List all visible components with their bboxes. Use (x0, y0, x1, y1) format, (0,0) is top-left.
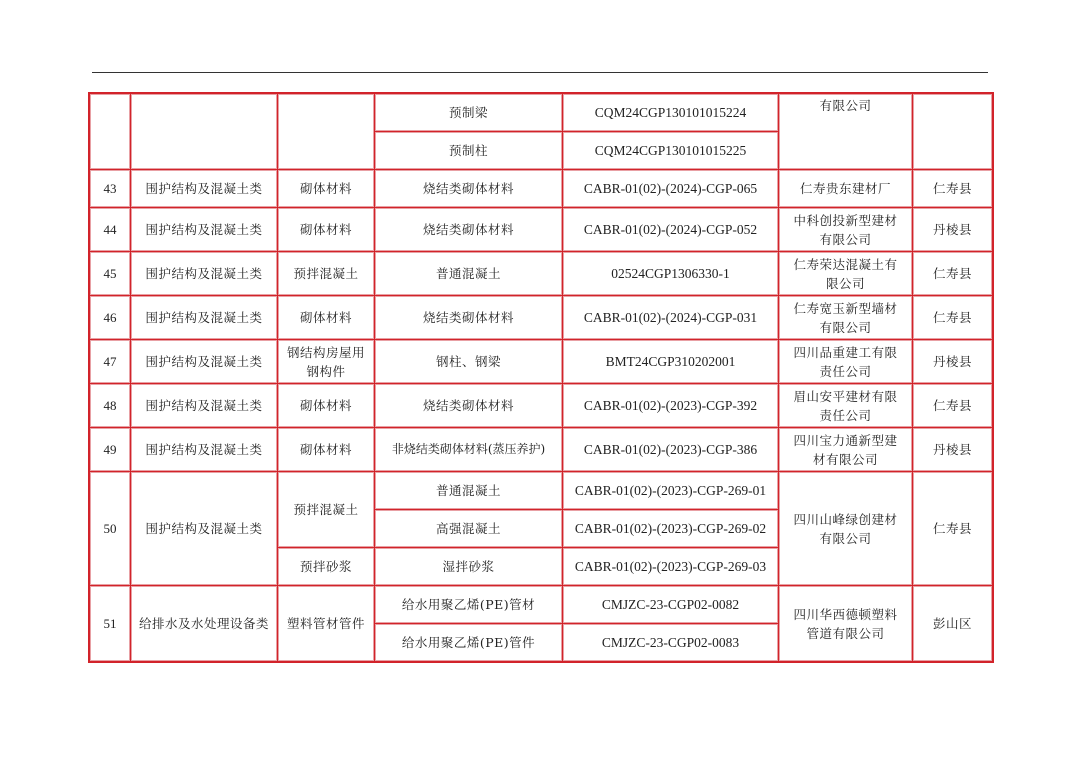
product-cell: 预制梁 (375, 94, 563, 132)
product-cell: 烧结类砌体材料 (375, 296, 563, 340)
row-number (90, 94, 131, 170)
category-cell: 围护结构及混凝土类 (131, 170, 278, 208)
table-row (90, 586, 993, 624)
certificate-code: CABR-01(02)-(2023)-CGP-269-02 (563, 510, 779, 548)
district-cell: 仁寿县 (913, 296, 993, 340)
product-cell: 烧结类砌体材料 (375, 170, 563, 208)
subcategory-cell: 砌体材料 (278, 428, 375, 472)
page-header-rule (92, 72, 988, 73)
category-cell: 围护结构及混凝土类 (131, 208, 278, 252)
category-cell: 围护结构及混凝土类 (131, 296, 278, 340)
product-cell: 普通混凝土 (375, 472, 563, 510)
certificate-code: CMJZC-23-CGP02-0083 (563, 624, 779, 662)
company-cell: 有限公司 (779, 94, 913, 170)
district-cell: 丹棱县 (913, 208, 993, 252)
certification-table (89, 93, 993, 662)
company-cell: 四川品重建工有限责任公司 (779, 340, 913, 384)
subcategory-cell: 砌体材料 (278, 384, 375, 428)
company-cell: 仁寿荣达混凝土有限公司 (779, 252, 913, 296)
table-row (90, 170, 993, 208)
row-number: 50 (90, 472, 131, 586)
product-cell: 给水用聚乙烯(PE)管材 (375, 586, 563, 624)
row-number: 48 (90, 384, 131, 428)
subcategory-cell: 砌体材料 (278, 208, 375, 252)
district-cell: 丹棱县 (913, 428, 993, 472)
table-row (90, 208, 993, 252)
category-cell: 围护结构及混凝土类 (131, 428, 278, 472)
subcategory-cell: 塑料管材管件 (278, 586, 375, 662)
subcategory-cell (278, 94, 375, 170)
row-number: 46 (90, 296, 131, 340)
certificate-code: CABR-01(02)-(2023)-CGP-386 (563, 428, 779, 472)
table-row (90, 94, 993, 132)
row-number: 51 (90, 586, 131, 662)
table-row (90, 428, 993, 472)
table-row (90, 472, 993, 510)
subcategory-cell: 钢结构房屋用钢构件 (278, 340, 375, 384)
product-cell: 烧结类砌体材料 (375, 384, 563, 428)
company-cell: 四川宝力通新型建材有限公司 (779, 428, 913, 472)
category-cell: 给排水及水处理设备类 (131, 586, 278, 662)
row-number: 47 (90, 340, 131, 384)
subcategory-cell: 预拌混凝土 (278, 472, 375, 548)
row-number: 45 (90, 252, 131, 296)
certificate-code: CABR-01(02)-(2024)-CGP-052 (563, 208, 779, 252)
certificate-code: CABR-01(02)-(2024)-CGP-065 (563, 170, 779, 208)
product-cell: 烧结类砌体材料 (375, 208, 563, 252)
company-cell: 眉山安平建材有限责任公司 (779, 384, 913, 428)
subcategory-cell: 预拌砂浆 (278, 548, 375, 586)
product-cell: 给水用聚乙烯(PE)管件 (375, 624, 563, 662)
table-row (90, 252, 993, 296)
district-cell (913, 94, 993, 170)
category-cell: 围护结构及混凝土类 (131, 472, 278, 586)
product-cell: 普通混凝土 (375, 252, 563, 296)
row-number: 49 (90, 428, 131, 472)
district-cell: 仁寿县 (913, 252, 993, 296)
table-row (90, 384, 993, 428)
certificate-code: CABR-01(02)-(2023)-CGP-269-01 (563, 472, 779, 510)
category-cell: 围护结构及混凝土类 (131, 384, 278, 428)
district-cell: 丹棱县 (913, 340, 993, 384)
certificate-code: CQM24CGP130101015224 (563, 94, 779, 132)
district-cell: 仁寿县 (913, 170, 993, 208)
category-cell (131, 94, 278, 170)
subcategory-cell: 砌体材料 (278, 296, 375, 340)
product-cell: 非烧结类砌体材料(蒸压养护) (375, 428, 563, 472)
district-cell: 仁寿县 (913, 472, 993, 586)
company-cell: 四川山峰绿创建材有限公司 (779, 472, 913, 586)
certificate-code: CABR-01(02)-(2023)-CGP-392 (563, 384, 779, 428)
certificate-code: CABR-01(02)-(2023)-CGP-269-03 (563, 548, 779, 586)
certificate-code: CMJZC-23-CGP02-0082 (563, 586, 779, 624)
category-cell: 围护结构及混凝土类 (131, 340, 278, 384)
product-cell: 钢柱、钢梁 (375, 340, 563, 384)
company-cell: 仁寿贵东建材厂 (779, 170, 913, 208)
district-cell: 彭山区 (913, 586, 993, 662)
company-cell: 四川华西德顿塑料管道有限公司 (779, 586, 913, 662)
subcategory-cell: 砌体材料 (278, 170, 375, 208)
company-cell: 中科创投新型建材有限公司 (779, 208, 913, 252)
subcategory-cell: 预拌混凝土 (278, 252, 375, 296)
row-number: 43 (90, 170, 131, 208)
product-cell: 湿拌砂浆 (375, 548, 563, 586)
table-row (90, 296, 993, 340)
company-cell: 仁寿宽玉新型墙材有限公司 (779, 296, 913, 340)
category-cell: 围护结构及混凝土类 (131, 252, 278, 296)
certificate-code: BMT24CGP310202001 (563, 340, 779, 384)
row-number: 44 (90, 208, 131, 252)
product-cell: 预制柱 (375, 132, 563, 170)
table-row (90, 340, 993, 384)
certificate-code: CQM24CGP130101015225 (563, 132, 779, 170)
product-cell: 高强混凝土 (375, 510, 563, 548)
certificate-code: CABR-01(02)-(2024)-CGP-031 (563, 296, 779, 340)
certificate-code: 02524CGP1306330-1 (563, 252, 779, 296)
district-cell: 仁寿县 (913, 384, 993, 428)
